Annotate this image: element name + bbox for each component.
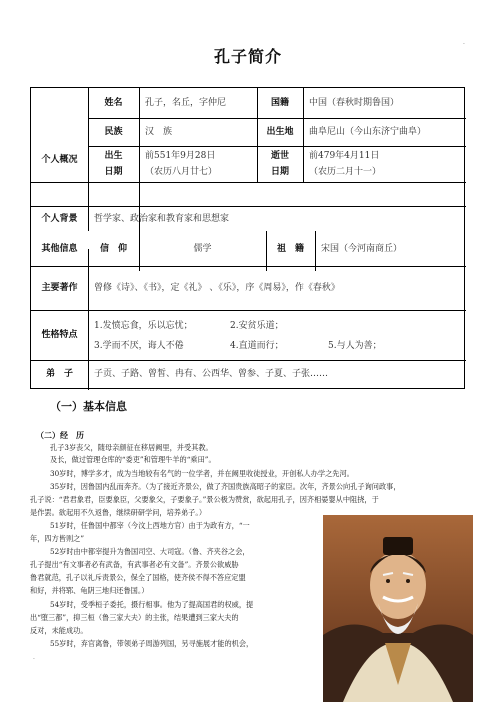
paragraph: 反对，未能成功。 — [30, 626, 88, 635]
paragraph: 孔子3岁丧父，随母亲颜征在移居阙里，并受其教。 — [50, 443, 213, 452]
trait-item: 1.发愤忘食，乐以忘忧； — [94, 321, 193, 331]
paragraph: 51岁时，任鲁国中都宰（今汶上西地方官）由于为政有方，“一 — [50, 521, 250, 530]
profile-table — [30, 87, 465, 389]
paragraph: 孔子说：“君君象君，臣要象臣，父要象父，子要象子。”景公极为赞赏，欲起用孔子，因齐相晏婴从中阻挠，于 — [30, 495, 379, 504]
birth-label-line1: 出生 — [104, 151, 123, 161]
death-label-line2: 日期 — [270, 167, 289, 177]
death-date-line1: 前479年4月11日 — [309, 151, 380, 161]
table-line — [303, 88, 304, 182]
paragraph: 55岁时，弃官离鲁，带领弟子周游列国，另寻施展才能的机会， — [50, 639, 254, 648]
death-label-line1: 逝世 — [270, 151, 289, 161]
trait-item: 4.直道而行； — [230, 341, 284, 351]
paragraph: 出“堕三都”，抑三桓（鲁三家大夫）的主张，结果遭到三家大夫的 — [30, 613, 239, 622]
personal-overview-label: 个人概况 — [41, 154, 78, 165]
birthplace-value: 曲阜尼山（今山东济宁曲阜） — [309, 127, 427, 137]
disciples-value: 子贡、子路、曾皙、冉有、公西华、曾参、子夏、子张…… — [94, 369, 329, 379]
trait-item: 2.安贫乐道； — [230, 321, 284, 331]
portrait-illustration — [323, 515, 473, 702]
birth-date-value — [145, 146, 255, 182]
nationality-value: 中国（春秋时期鲁国） — [309, 98, 400, 108]
works-label: 主要著作 — [41, 283, 78, 293]
trait-item: 5.与人为善； — [328, 341, 382, 351]
section-heading: （一）基本信息 — [50, 400, 127, 413]
name-label: 姓名 — [104, 98, 123, 108]
paragraph: 54岁时，受季桓子委托，摄行相事。他为了提高国君的权威，提 — [50, 600, 254, 609]
table-line — [31, 182, 466, 183]
paragraph: 是作罢。欲起用不久返鲁，继续研研学问，培养弟子。） — [30, 508, 207, 517]
belief-label: 信 仰 — [99, 243, 127, 254]
paragraph: 35岁时，因鲁国内乱而奔齐。（为了接近齐景公，做了齐国贵族高昭子的家臣。次年，齐景公向孔子询问政事， — [50, 482, 401, 491]
paragraph: 年，四方皆则之” — [30, 534, 84, 543]
paragraph: 30岁时，博学多才，成为当地较有名气的一位学者，并在阙里收徒授业，开创私人办学之先河。 — [50, 469, 354, 478]
death-date-value — [309, 146, 464, 182]
birth-date-line1: 前551年9月28日 — [145, 151, 216, 161]
paragraph: 鲁君就范，孔子以礼斥责景公，保全了国格，使齐侯不得不答应定盟 — [30, 573, 246, 582]
background-label: 个人背景 — [41, 213, 78, 224]
ancestral-value: 宋国（今河南商丘） — [321, 243, 403, 254]
sub-heading: （二）经 历 — [36, 431, 84, 440]
table-line — [88, 249, 89, 390]
ancestral-label: 祖 籍 — [276, 243, 304, 254]
death-date-label — [257, 146, 303, 182]
traits-value — [94, 310, 464, 360]
paragraph: 及长，做过管理仓库的“委吏”和管理牛羊的“乘田”。 — [50, 455, 216, 464]
birth-date-label — [88, 146, 139, 182]
birthplace-label: 出生地 — [266, 127, 294, 137]
confucius-portrait — [323, 515, 473, 702]
works-value: 曾修《诗》、《书》，定《礼》 、《乐》，序《周易》，作《春秋》 — [94, 283, 340, 293]
ethnicity-label: 民族 — [104, 127, 123, 137]
corner-dot-top: . — [463, 39, 465, 46]
corner-dot-bottom: . — [33, 654, 35, 661]
ethnicity-value: 汉 族 — [145, 127, 173, 137]
paragraph: 52岁时由中都宰提升为鲁国司空、大司寇。（鲁、齐夹谷之会， — [50, 547, 250, 556]
trait-item: 3.学而不厌，诲人不倦 — [94, 341, 184, 351]
death-date-line2: （农历二月十一） — [309, 167, 382, 177]
name-value: 孔子，名丘，字仲尼 — [145, 98, 227, 108]
background-value: 哲学家、政治家和教育家和思想家 — [94, 213, 230, 224]
other-info-label: 其他信息 — [41, 243, 78, 254]
disciples-label: 弟 子 — [45, 369, 73, 379]
page-title: 孔子简介 — [213, 47, 282, 66]
table-line — [315, 231, 316, 271]
belief-value: 儒学 — [193, 243, 212, 254]
paragraph: 孔子提出“有文事者必有武备，有武事者必有文备”。齐景公欲威胁 — [30, 560, 239, 569]
birth-date-line2: （农历八月廿七） — [145, 167, 218, 177]
birth-label-line2: 日期 — [104, 167, 123, 177]
paragraph: 和好，并将郓、龟阴三地归还鲁国。） — [30, 586, 149, 595]
traits-label: 性格特点 — [41, 330, 78, 340]
nationality-label: 国籍 — [270, 98, 289, 108]
